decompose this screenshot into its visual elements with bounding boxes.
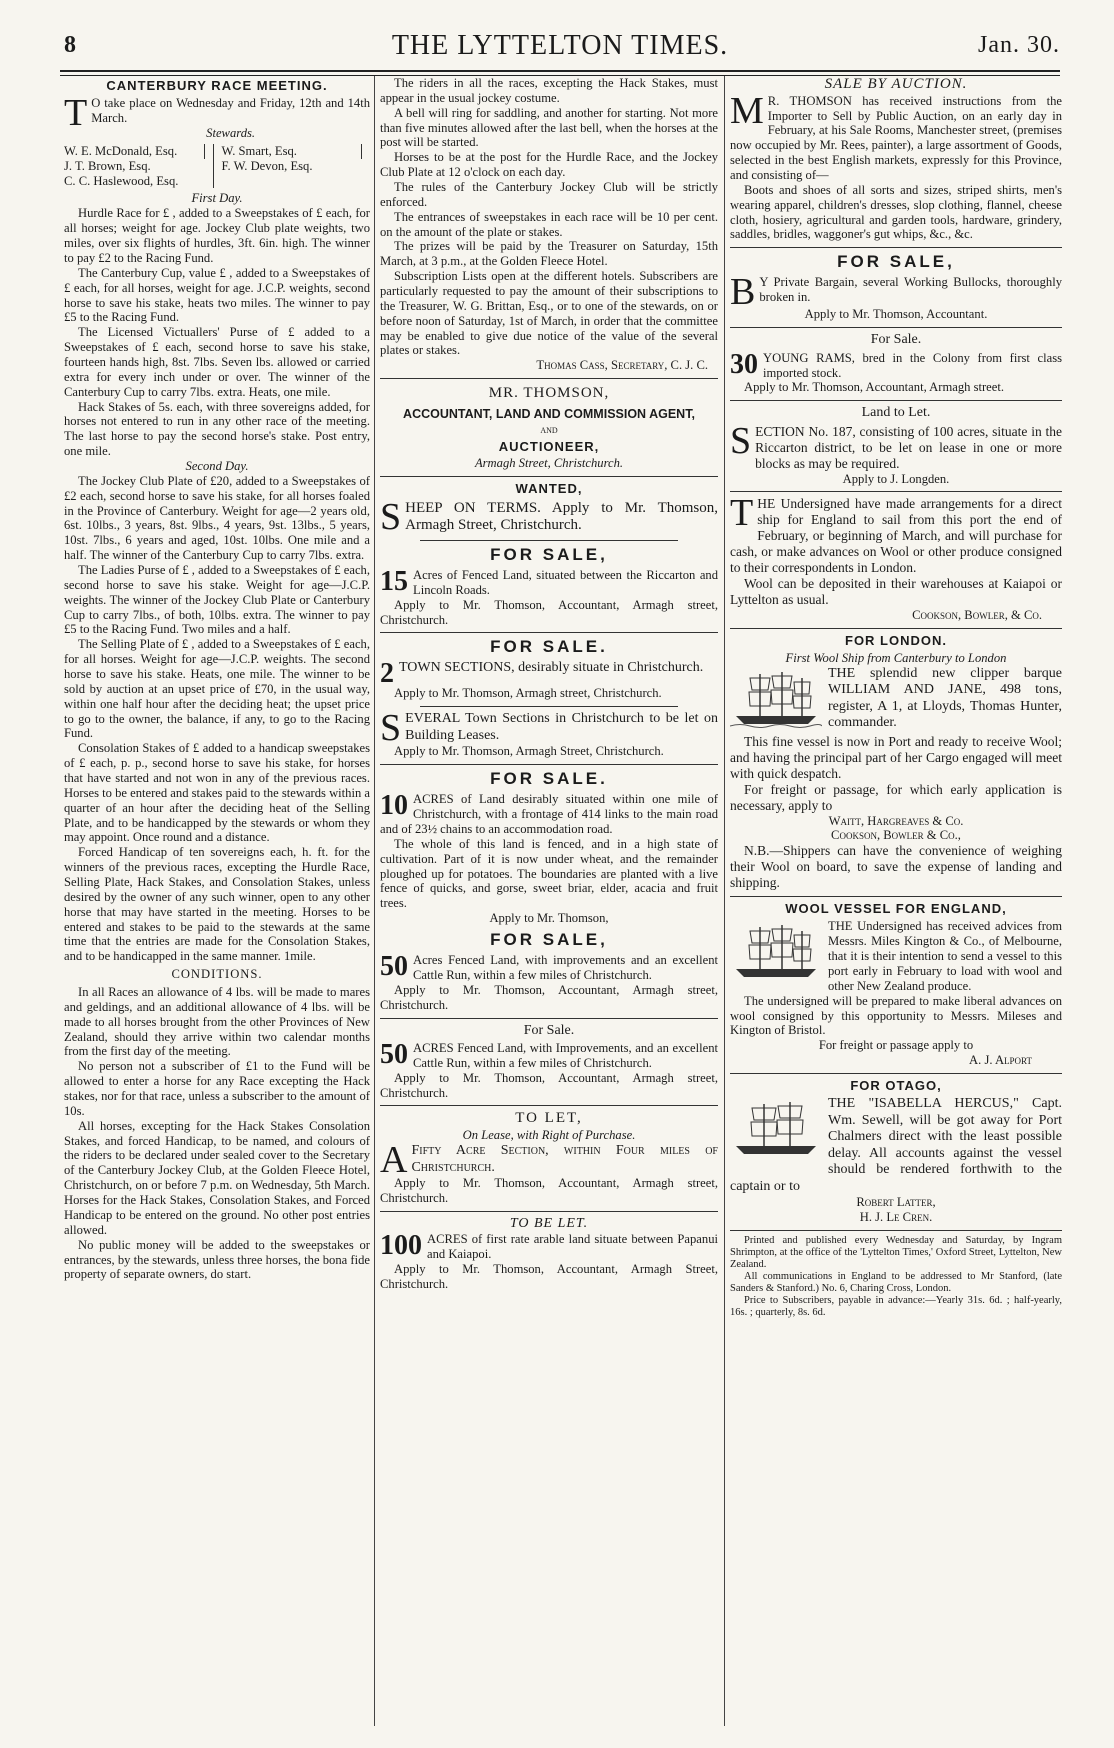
thomson-and: AND — [540, 425, 558, 435]
first-wool-ship: First Wool Ship from Canterbury to London — [785, 651, 1007, 666]
divider — [380, 1018, 718, 1019]
wool-vessel-heading: WOOL VESSEL FOR ENGLAND, — [785, 901, 1007, 917]
page-header — [60, 28, 1060, 68]
sale-50-apply-a: Apply to Mr. Thomson, Accountant, Armagh street, Christchurch. — [380, 982, 718, 1012]
sale-50-apply-b: Apply to Mr. Thomson, Accountant, Armagh street, Christchurch. — [380, 1070, 718, 1100]
rams-ad: 30 YOUNG RAMS, bred in the Colony from first class imported stock. — [730, 348, 1062, 380]
riders-rule: The riders in all the races, excepting the Hack Stakes, must appear in the usual jockey costume. — [380, 76, 718, 105]
column-1 — [64, 76, 370, 1726]
wanted-heading: WANTED, — [515, 481, 583, 497]
auction-text: M R. THOMSON has received instructions from the Importer to Sell by Public Auction, on an early day in February, at his Sale Rooms, Manchester street, (premises now occupied by Mr. Rees, painter), a large assortment of Goods, selected in the best English markets, expressly for this Province, and consisting of— — [730, 89, 1062, 182]
fifty-acre-ad: A Fifty Acre Section, within Four miles of Christchurch. — [380, 1139, 718, 1181]
rules-rule: The rules of the Canterbury Jockey Club will be strictly enforced. — [380, 180, 718, 209]
page-number: 8 — [64, 32, 76, 58]
stewards-label: Stewards. — [206, 126, 256, 141]
ship-icon — [730, 1098, 822, 1162]
land-let-heading: Land to Let. — [861, 405, 931, 421]
william-jane-ad: THE splendid new clipper barque WILLIAM AND JANE, 498 tons, register, A 1, at Lloyds, Thomas Hunter, commander. — [730, 666, 1062, 732]
divider — [730, 247, 1062, 248]
rams-apply: Apply to Mr. Thomson, Accountant, Armagh street. — [744, 380, 1005, 395]
sheep-ad: SHEEP ON TERMS. Apply to Mr. Thomson, Armagh Street, Christchurch. — [380, 495, 718, 538]
subscription-rule: Subscription Lists open at the different hotels. Subscribers are particularly requested to pay the amount of their subscriptions to the Treasurer, W. G. Brittan, Esq., or to one of the stewards, on or before noon of Saturday, 1st of March, in order that the committee may be enabled to give due notice of the value of the several plates or stakes. — [380, 269, 718, 358]
divider — [730, 491, 1062, 492]
column-2 — [380, 76, 718, 1726]
sale-10-details: The whole of this land is fenced, and in a high state of cultivation. Part of it is now under wheat, and the remainder ploughed up for potatoes. The boundaries are planted with a live fence of quicks, and gorse, sweet briar, elder, acacia and fruit trees. — [380, 836, 718, 911]
forced-handicap: Forced Handicap of ten sovereigns each, h. ft. for the winners of the previous races, excepting the Hurdle Race, Selling Plate, Hack Stakes, and Consolation Stakes, unless desired by the owner of any such winner, open to any other horse that may have started in the meeting. Horses to be entered and stakes to be paid to the stewards at the same time that the entries are made for the Consolation Stakes, and to be handicapped in the same manner. 1mile. — [64, 845, 370, 964]
thomson-role: ACCOUNTANT, LAND AND COMMISSION AGENT, — [403, 406, 695, 421]
column-divider — [374, 76, 375, 1726]
bell-rule: A bell will ring for saddling, and another for starting. Not more than five minutes allowed after the last bell, when the horses at the post will be started. — [380, 105, 718, 150]
william-jane-cargo: This fine vessel is now in Port and ready to receive Wool; and having the principal part of her Cargo engaged will meet with quick despatch. — [730, 733, 1062, 781]
section-ad: SECTION No. 187, consisting of 100 acres, situate in the Riccarton district, to be let on lease in one or more blocks as may be required. — [730, 419, 1062, 471]
thomson-auctioneer: AUCTIONEER, — [498, 439, 600, 455]
masthead-title: THE LYTTELTON TIMES. — [391, 30, 729, 61]
bullocks-ad: B Y Private Bargain, several Working Bullocks, thoroughly broken in. — [730, 271, 1062, 314]
sale-10-acres: 10 ACRES of Land desirably situated within one mile of Christchurch, with a frontage of 414 links to the main road and of 23½ chains to an accommodation road. — [380, 790, 718, 836]
for-sale-heading: FOR SALE. — [490, 769, 608, 789]
fifty-acre-apply: Apply to Mr. Thomson, Accountant, Armagh street, Christchurch. — [380, 1176, 718, 1205]
waitt-signature: Waitt, Hargreaves & Co. — [828, 813, 964, 828]
divider — [730, 896, 1062, 897]
imprint-price: Price to Subscribers, payable in advance:—Yearly 31s. 6d. ; half-yearly, 16s. ; quarterly, 8s. 6d. — [730, 1295, 1062, 1319]
for-sale-heading: For Sale. — [870, 332, 922, 348]
stewards-list: W. E. McDonald, Esq. J. T. Brown, Esq. C. C. Haslewood, Esq. W. Smart, Esq. F. W. Devon, Esq. — [64, 144, 370, 189]
william-jane-freight: For freight or passage, for which early application is necessary, apply to — [730, 781, 1062, 813]
auction-heading: SALE BY AUCTION. — [824, 76, 968, 92]
several-sections-ad: SEVERAL Town Sections in Christchurch to be let on Building Leases. — [380, 707, 718, 750]
ladies-purse: The Ladies Purse of £ , added to a Sweepstakes of £ each, second horse to save his stake. Weight for age—J.C.P. weights. The winner of the Jockey Club Plate or Canterbury Cup to carry 7lbs., of both, 10lbs. extra. The winner to pay £5 to the Racing Fund. Two miles and a half. — [64, 562, 370, 637]
jockey-club-plate: The Jockey Club Plate of £20, added to a Sweepstakes of £2 each, second horse to save his stake, for all horses foaled in the Province of Canterbury. Weight for age—2 years old, 6st. 10lbs., 3 years, 8st. 9lbs., 4 years, 9st. 13lbs., 5 years, 10st. 7lbs., 6 years and aged, 10st. 10lbs. One mile and a half. The winner of the Canterbury Cup to carry 7lbs. extra. — [64, 473, 370, 563]
divider — [420, 540, 678, 541]
divider — [380, 1105, 718, 1106]
imprint-publisher: Printed and published every Wednesday and Saturday, by Ingram Shrimpton, at the office of the 'Lyttelton Times,' Oxford Street, Lyttelton, New Zealand. — [730, 1235, 1062, 1271]
cookson-bowler-signature: Cookson, Bowler & Co., — [831, 828, 961, 843]
race-intro: T O take place on Wednesday and Friday, 12th and 14th March. — [64, 92, 370, 135]
race-meeting-heading: CANTERBURY RACE MEETING. — [106, 78, 328, 93]
column-divider — [724, 76, 725, 1726]
divider — [730, 400, 1062, 401]
for-sale-heading: FOR SALE, — [490, 930, 608, 950]
prizes-rule: The prizes will be paid by the Treasurer on Saturday, 15th March, at 3 p.m., at the Golden Fleece Hotel. — [380, 239, 718, 269]
sale-50-acres-b: 50 ACRES Fenced Land, with Improvements, and an excellent Cattle Run, within a few miles of Christchurch. — [380, 1039, 718, 1071]
auction-goods: Boots and shoes of all sorts and sizes, striped shirts, men's wearing apparel, children's dresses, slop clothing, flannel, cheese cloth, hosiery, agricultural and garden tools, hardware, grindery, saddles, bridles, waggoner's gut whips, &c., &c. — [730, 182, 1062, 242]
hack-stakes: Hack Stakes of 5s. each, with three sovereigns added, for horses not entered to run in any other race of the meeting. The last horse to pay the second horse's stake. Post entry, one mile. — [64, 399, 370, 459]
direct-ship-ad: THE Undersigned have made arrangements for a direct ship for England to sail from this port the end of February, or beginning of March, and will purchase for cash, or make advances on Wool or other produce consigned to their correspondents in London. — [730, 492, 1062, 576]
hundred-acres-ad: 100 ACRES of first rate arable land situate between Papanui and Kaiapoi. — [380, 1230, 718, 1262]
issue-date: Jan. 30. — [978, 32, 1060, 58]
sale-10-apply: Apply to Mr. Thomson, — [489, 911, 609, 926]
thomson-address: Armagh Street, Christchurch. — [474, 456, 624, 471]
conditions-heading: CONDITIONS. — [171, 967, 263, 982]
canterbury-cup: The Canterbury Cup, value £ , added to a Sweepstakes of £ each, for all horses, weight for age. J.C.P. weights, second horse to save his stake, heats two miles. The winner to pay £5 to the Racing Fund. — [64, 265, 370, 325]
condition-3: All horses, excepting for the Hack Stakes Consolation Stakes, and forced Handicap, to be named, and colours of the riders to be declared under sealed cover to the Secretary of the Canterbury Jockey Club, at the Golden Fleece Hotel, Christchurch, on or before 7 p.m. on Wednesday, 5th March. Horses for the Hack Stakes, Consolation Stakes, and Forced Handicap to be entered on the ground. No other post entries allowed. — [64, 1118, 370, 1237]
victuallers-purse: The Licensed Victuallers' Purse of £ added to a Sweepstakes of £ each, second horse to save his stake, fourteen hands high, 8st. 7lbs. Seven lbs. allowed or carried extra for every inch under or over. The winner of the Canterbury Cup to carry 7lbs. extra. Heats, one mile. — [64, 325, 370, 399]
for-sale-heading: FOR SALE, — [837, 252, 955, 272]
section-apply: Apply to J. Longden. — [842, 471, 950, 486]
hundred-acres-apply: Apply to Mr. Thomson, Accountant, Armagh Street, Christchurch. — [380, 1261, 718, 1291]
condition-2: No person not a subscriber of £1 to the Fund will be allowed to enter a horse for any Race excepting the Hack stakes, nor for that race, unless a subscriber to the amount of 10s. — [64, 1059, 370, 1118]
cookson-signature: Cookson, Bowler, & Co. — [912, 607, 1042, 622]
ship-icon — [730, 668, 822, 732]
consolation-stakes: Consolation Stakes of £ added to a handicap sweepstakes of £ each, p. p., second horse to save his stake, for horses that have started and not won in any of the previous races. Horses to be entered and stakes paid to the stewards within a quarter of an hour after the deciding heat of the Selling Plate, and to be handicapped by the stewards or whom they may appoint. Once round and a distance. — [64, 741, 370, 845]
second-day-label: Second Day. — [185, 458, 249, 473]
sale-15-apply: Apply to Mr. Thomson, Accountant, Armagh street, Christchurch. — [380, 597, 718, 627]
lecren-signature: H. J. Le Cren. — [859, 1210, 933, 1225]
for-otago-heading: FOR OTAGO, — [850, 1077, 942, 1093]
ship-icon — [730, 921, 822, 985]
shippers-note: N.B.—Shippers can have the convenience of weighing their Wool on board, to save the expense of landing and shipping. — [730, 843, 1062, 891]
wool-vessel-advances: The undersigned will be prepared to make liberal advances on wool consigned by this opportunity to Messrs. Mileses and Kington of Bristol. — [730, 993, 1062, 1038]
divider — [730, 628, 1062, 629]
first-day-label: First Day. — [191, 191, 243, 206]
to-let-heading: TO LET, — [515, 1110, 583, 1127]
divider — [380, 632, 718, 633]
wool-vessel-ad: THE Undersigned has received advices from Messrs. Miles Kington & Co., of Melbourne, that it is their intention to send a vessel to this port early in February to load with wool and other New Zealand produce. — [730, 919, 1062, 993]
divider — [380, 378, 718, 379]
isabella-hercus-ad: THE "ISABELLA HERCUS," Capt. Wm. Sewell, will be got away for Port Chalmers direct with the least possible delay. All accounts against the vessel should be rendered forthwith to the captain or to — [730, 1096, 1062, 1194]
selling-plate: The Selling Plate of £ , added to a Sweepstakes of £ each, for all horses. Weight for age—J.C.P. weights. The second horse to save his stake. Heats, one mile. The winner to be sold by auction at an upset price of £70, in the usual way, within one half hour after the deciding heat; the upset price to go to the owner, the balance, if any, to go to the Racing Fund. — [64, 637, 370, 741]
divider — [380, 1211, 718, 1212]
thomson-name: MR. THOMSON, — [488, 385, 610, 402]
divider — [380, 764, 718, 765]
divider — [380, 476, 718, 477]
sale-50-acres-a: 50 Acres Fenced Land, with improvements and an excellent Cattle Run, within a few miles of Christchurch. — [380, 951, 718, 983]
hurdle-race: Hurdle Race for £ , added to a Sweepstakes of £ each, for all horses; weight for age. Jockey Club plate weights, two miles, over six flights of hurdles, 3ft. 6in. high. The winner to pay £2 to the Racing Fund. — [64, 206, 370, 265]
sale-town-apply: Apply to Mr. Thomson, Armagh street, Christchurch. — [394, 686, 662, 701]
secretary-signature: Thomas Cass, Secretary, C. J. C. — [536, 358, 708, 373]
for-sale-heading: FOR SALE. — [490, 637, 608, 657]
condition-4: No public money will be added to the sweepstakes or entrances, by the stewards, unless three horses, the bona fide property of separate owners, do start. — [64, 1237, 370, 1282]
divider — [730, 1073, 1062, 1074]
alport-signature: A. J. Alport — [969, 1053, 1032, 1068]
for-sale-heading: FOR SALE, — [490, 544, 608, 564]
condition-1: In all Races an allowance of 4 lbs. will be made to mares and geldings, and an additional allowance of 4 lbs. will be made to all horses brought from the other Provinces of New Zealand, should they arrive within two calendar months from the first day of the meeting. — [64, 985, 370, 1059]
divider — [730, 327, 1062, 328]
for-london-heading: FOR LONDON. — [845, 632, 947, 648]
wool-vessel-apply: For freight or passage apply to — [818, 1038, 974, 1053]
post-rule: Horses to be at the post for the Hurdle Race, and the Jockey Club Plate at 12 o'clock on each day. — [380, 150, 718, 180]
divider — [730, 1230, 1062, 1231]
sale-town-sections: 2 TOWN SECTIONS, desirably situate in Christchurch. — [380, 658, 704, 690]
wool-deposit: Wool can be deposited in their warehouses at Kaiapoi or Lyttelton as usual. — [730, 576, 1062, 607]
column-3 — [730, 76, 1062, 1726]
to-let-lease: On Lease, with Right of Purchase. — [462, 1128, 636, 1143]
latter-signature: Robert Latter, — [856, 1195, 936, 1210]
imprint-england: All communications in England to be addressed to Mr Stanford, (late Sanders & Stanford.) No. 6, Charing Cross, London. — [730, 1271, 1062, 1295]
to-be-let-heading: TO BE LET. — [509, 1215, 589, 1231]
entrances-rule: The entrances of sweepstakes in each race will be 10 per cent. on the amount of the plate or stakes. — [380, 209, 718, 239]
divider — [420, 706, 678, 707]
for-sale-heading: For Sale. — [523, 1022, 575, 1038]
sale-15-acres: 15 Acres of Fenced Land, situated between the Riccarton and Lincoln Roads. — [380, 566, 718, 597]
several-apply: Apply to Mr. Thomson, Armagh Street, Christchurch. — [394, 744, 664, 759]
bullocks-apply: Apply to Mr. Thomson, Accountant. — [804, 307, 988, 322]
